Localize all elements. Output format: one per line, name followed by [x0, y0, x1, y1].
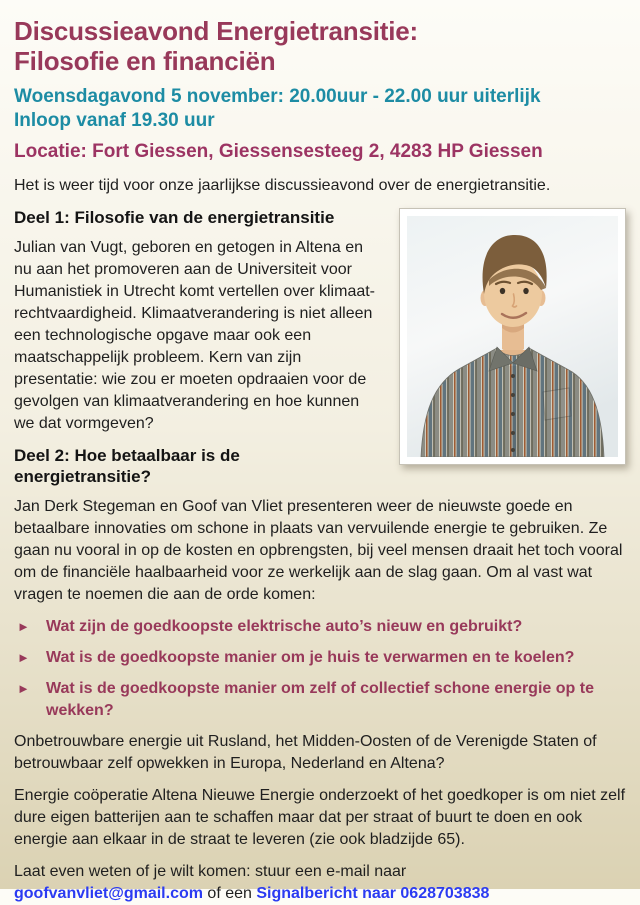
contact-line-2	[14, 883, 626, 905]
intro-text: Het is weer tijd voor onze jaarlijkse discussieavond over de energietransitie.	[14, 177, 551, 194]
title-line-2: Filosofie en financiën	[14, 46, 276, 76]
closing-text-2: Energie coöperatie Altena Nieuwe Energie onderzoekt of het goedkoper is om niet zelf dure eigen batterijen aan te schaffen maar dat per straat of buurt te doen en ook energie aan elkaar in de straat te leveren (zie ook bladzijde 65).	[14, 787, 626, 848]
title-line-1: Discussieavond Energietransitie:	[14, 16, 418, 46]
questions-list	[14, 616, 626, 722]
bullet-arrow-icon: ►	[17, 650, 30, 665]
part1-text: Julian van Vugt, geboren en getogen in Altena en nu aan het promoveren aan de Universiteit voor Humanistiek in Utrecht komt vertellen over klimaat-rechtvaardigheid. Klimaatverandering is niet alleen een technologische opgave maar ook een maatschappelijk probleem. Kern van zijn presentatie: wie zou er moeten opdraaien voor de gevolgen van klimaatverandering en hoe kunnen we dat vormgeven?	[14, 239, 376, 432]
part2-text: Jan Derk Stegeman en Goof van Vliet presenteren weer de nieuwste goede en betaalbare innovaties om schone in plaats van vervuilende energie te gebruiken. Ze gaan nu vooral in op de kosten en opbrengsten, bij veel mensen draait het toch vooral om de financiële haalbaarheid voor ze werkelijk aan de slag gaan. Om al vast wat vragen te noemen die aan de orde komen:	[14, 498, 623, 603]
bullet-arrow-icon: ►	[17, 619, 30, 634]
closing-text-1: Onbetrouwbare energie uit Rusland, het Midden-Oosten of de Verenigde Staten of betrouwbaar zelf opwekken in Europa, Nederland en Altena?	[14, 733, 597, 772]
signal-contact[interactable]: Signalbericht naar 0628703838	[256, 885, 490, 902]
speaker-photo-frame	[399, 208, 626, 465]
page-title	[14, 16, 626, 76]
question-item-3	[14, 678, 626, 722]
contact-text	[14, 861, 626, 905]
question-text-3: Wat is de goedkoopste manier om zelf of collectief schone energie op te wekken?	[46, 680, 594, 719]
event-datetime	[14, 85, 626, 133]
question-item-1	[14, 616, 626, 638]
event-location: Locatie: Fort Giessen, Giessensesteeg 2, 4283 HP Giessen	[14, 141, 543, 162]
contact-middle-text: of een	[207, 885, 252, 902]
email-link[interactable]: goofvanvliet@gmail.com	[14, 885, 203, 902]
part1-heading: Deel 1: Filosofie van de energietransitie	[14, 208, 335, 227]
speaker-portrait-image	[407, 216, 618, 457]
question-text-1: Wat zijn de goedkoopste elektrische auto’s nieuw en gebruikt?	[46, 618, 523, 635]
event-datetime-line-2: Inloop vanaf 19.30 uur	[14, 110, 215, 131]
question-text-2: Wat is de goedkoopste manier om je huis te verwarmen en te koelen?	[46, 649, 575, 666]
question-item-2	[14, 647, 626, 669]
bullet-arrow-icon: ►	[17, 681, 30, 696]
contact-line-1: Laat even weten of je wilt komen: stuur een e-mail naar	[14, 863, 407, 880]
part2-heading: Deel 2: Hoe betaalbaar is de energietransitie?	[14, 446, 240, 486]
event-datetime-line-1: Woensdagavond 5 november: 20.00uur - 22.00 uur uiterlijk	[14, 86, 541, 107]
